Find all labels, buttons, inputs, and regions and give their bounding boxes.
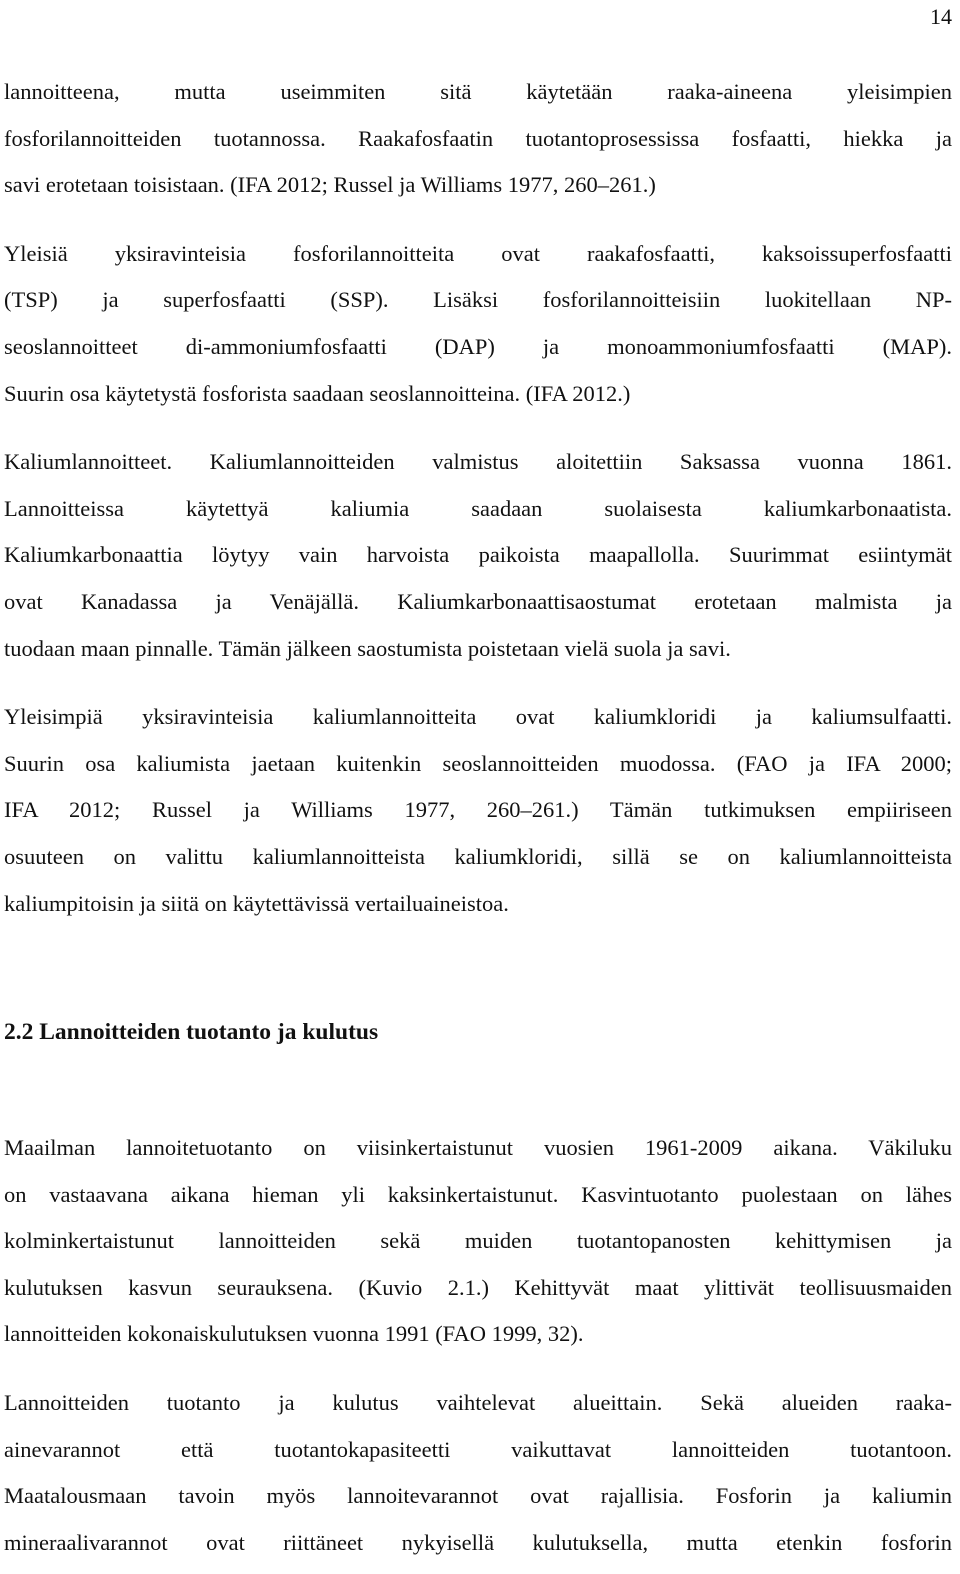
paragraph [4,231,952,417]
paragraph [4,694,952,927]
paragraph [4,69,952,209]
text-line: Kaliumkarbonaattia löytyy vain harvoista paikoista maapallolla. Suurimmat esiintymät [4,542,952,568]
text-line: Kaliumlannoitteet. Kaliumlannoitteiden valmistus aloitettiin Saksassa vuonna 1861. [4,449,952,475]
text-line: mineraalivarannot ovat riittäneet nykyisellä kulutuksella, mutta etenkin fosforin [4,1529,952,1555]
text-line: Yleisimpiä yksiravinteisia kaliumlannoitteita ovat kaliumkloridi ja kaliumsulfaatti. [4,704,952,730]
text-line: Lannoitteissa käytettyä kaliumia saadaan suolaisesta kaliumkarbonaatista. [4,495,952,521]
text-line: Suurin osa käytetystä fosforista saadaan seoslannoitteina. (IFA 2012.) [4,380,631,406]
text-line: lannoitteena, mutta useimmiten sitä käytetään raaka-aineena yleisimpien [4,79,952,104]
text-line: (TSP) ja superfosfaatti (SSP). Lisäksi fosforilannoitteisiin luokitellaan NP- [4,287,952,313]
text-line: Suurin osa kaliumista jaetaan kuitenkin seoslannoitteiden muodossa. (FAO ja IFA 2000; [4,750,952,776]
paragraph [4,1125,952,1358]
text-line: kaliumpitoisin ja siitä on käytettävissä vertailuaineistoa. [4,890,509,916]
page-number: 14 [930,4,952,29]
text-line: on vastaavana aikana hieman yli kaksinkertaistunut. Kasvintuotanto puolestaan on lähes [4,1181,952,1207]
text-line: savi erotetaan toisistaan. (IFA 2012; Russel ja Williams 1977, 260–261.) [4,172,656,198]
text-line: Maailman lannoitetuotanto on viisinkertaistunut vuosien 1961-2009 aikana. Väkiluku [4,1135,952,1161]
text-line: ovat Kanadassa ja Venäjällä. Kaliumkarbonaattisaostumat erotetaan malmista ja [4,588,952,614]
text-line: Lannoitteiden tuotanto ja kulutus vaihtelevat alueittain. Sekä alueiden raaka- [4,1390,952,1416]
text-line: Maatalousmaan tavoin myös lannoitevarannot ovat rajallisia. Fosforin ja kaliumin [4,1483,952,1509]
section-heading: 2.2 Lannoitteiden tuotanto ja kulutus [4,1019,379,1046]
text-line: kulutuksen kasvun seurauksena. (Kuvio 2.1.) Kehittyvät maat ylittivät teollisuusmaiden [4,1274,952,1300]
text-line: kolminkertaistunut lannoitteiden sekä muiden tuotantopanosten kehittymisen ja [4,1228,952,1254]
paragraph [4,439,952,672]
text-line: ainevarannot että tuotantokapasiteetti vaikuttavat lannoitteiden tuotantoon. [4,1436,952,1462]
text-line: osuuteen on valittu kaliumlannoitteista kaliumkloridi, sillä se on kaliumlannoitteista [4,843,952,869]
document-body [4,69,952,1566]
text-line: tuodaan maan pinnalle. Tämän jälkeen saostumista poistetaan vielä suola ja savi. [4,635,731,661]
text-line: IFA 2012; Russel ja Williams 1977, 260–261.) Tämän tutkimuksen empiiriseen [4,797,952,823]
text-line: seoslannoitteet di-ammoniumfosfaatti (DAP) ja monoammoniumfosfaatti (MAP). [4,333,952,359]
text-line: lannoitteiden kokonaiskulutuksen vuonna 1991 (FAO 1999, 32). [4,1321,584,1347]
text-line: Yleisiä yksiravinteisia fosforilannoitteita ovat raakafosfaatti, kaksoissuperfosfaatti [4,240,952,266]
text-line: fosforilannoitteiden tuotannossa. Raakafosfaatin tuotantoprosessissa fosfaatti, hiekka ja [4,125,952,151]
paragraph [4,1380,952,1566]
